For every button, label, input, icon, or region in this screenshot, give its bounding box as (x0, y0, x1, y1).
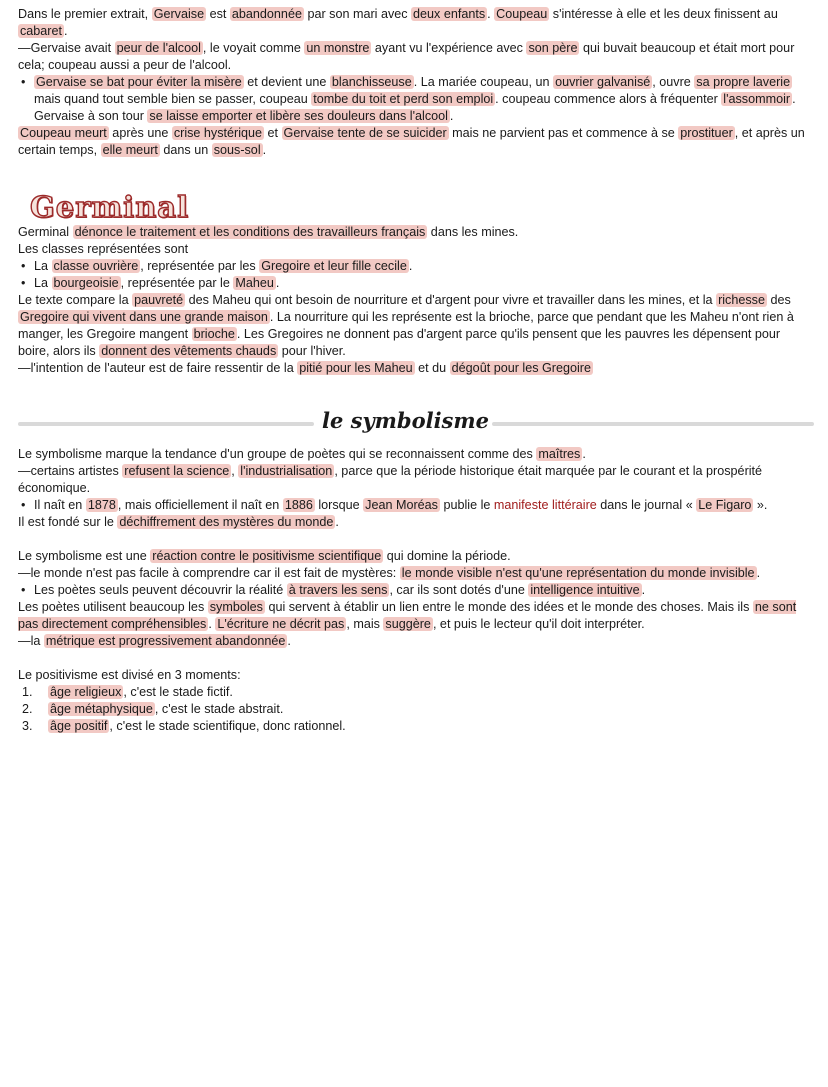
symbolisme-paragraph: Le symbolisme est une réaction contre le positivisme scientifique qui domine la période. (18, 549, 511, 563)
numbered-item: 2. âge métaphysique , c'est le stade abstrait. (22, 702, 284, 716)
bullet-item: • Il naît en 1878 , mais officiellement il naît en 1886 lorsque Jean Moréas publie le manifeste littéraire dans le journal « Le Figaro ». (18, 497, 808, 514)
highlight: Gregoire et leur fille cecile (261, 259, 407, 273)
bullet-item: • Gervaise se bat pour éviter la misère et devient une blanchisseuse . La mariée coupeau, un ouvrier galvanisé , ouvre sa propre laverie mais quand tout semble bien se passer, coupeau tombe du toit et perd son emploi . coupeau commence alors à fréquenter l'assommoir . Gervaise à son tour se laisse emporter et libère ses douleurs dans l'alcool . (18, 74, 808, 125)
highlight: richesse (718, 293, 765, 307)
germinal-paragraph: —l'intention de l'auteur est de faire ressentir de la pitié pour les Maheu et du dégoût pour les Gregoire (18, 361, 591, 375)
highlight: dégoût pour les Gregoire (451, 361, 591, 375)
highlight: Gregoire qui vivent dans une grande maison (20, 310, 268, 324)
highlight: refusent la science (124, 464, 230, 478)
intro-paragraph: Dans le premier extrait, Gervaise est abandonnée par son mari avec deux enfants . Coupeau s'intéresse à elle et les deux finissent au cabaret . (18, 7, 778, 38)
item-number: 1. (22, 685, 33, 699)
highlight: brioche (193, 327, 235, 341)
intro-paragraph: Coupeau meurt après une crise hystérique et Gervaise tente de se suicider mais ne parvient pas et commence à se prostituer , et après un certain temps, elle meurt dans un sous-sol . (18, 126, 805, 157)
highlight: intelligence intuitive (530, 583, 640, 597)
highlight: 1878 (87, 498, 116, 512)
germinal-section (18, 224, 808, 377)
highlight: sous-sol (213, 143, 261, 157)
highlight: 1886 (284, 498, 313, 512)
bullet-item: • Les poètes seuls peuvent découvrir la réalité à travers les sens , car ils sont dotés d'une intelligence intuitive . (18, 582, 808, 599)
germinal-paragraph: Les classes représentées sont (18, 242, 189, 256)
highlight: ouvrier galvanisé (555, 75, 651, 89)
symbolisme-paragraph: Il est fondé sur le déchiffrement des mystères du monde . (18, 515, 339, 529)
highlight: Gervaise tente de se suicider (283, 126, 447, 140)
divider-left (18, 422, 314, 426)
highlight: déchiffrement des mystères du monde (119, 515, 334, 529)
highlight: crise hystérique (173, 126, 263, 140)
highlight: elle meurt (102, 143, 158, 157)
symbolisme-paragraph: Le symbolisme marque la tendance d'un groupe de poètes qui se reconnaissent comme des maîtres . (18, 447, 586, 461)
highlight: tombe du toit et perd son emploi (313, 92, 494, 106)
highlight: l'assommoir (723, 92, 791, 106)
germinal-title: Germinal (30, 190, 190, 224)
bullet-item: • La classe ouvrière , représentée par les Gregoire et leur fille cecile . (18, 258, 808, 275)
highlight: sa propre laverie (696, 75, 791, 89)
highlight: à travers les sens (288, 583, 388, 597)
symbolisme-paragraph: —certains artistes refusent la science , l'industrialisation , parce que la période historique était marquée par le courant et la prospérité économique. (18, 464, 763, 495)
highlight: bourgeoisie (53, 276, 119, 290)
red-text: manifeste littéraire (493, 498, 597, 512)
intro-section (18, 6, 808, 159)
symbolisme-section (18, 446, 808, 735)
symbolisme-paragraph: Les poètes utilisent beaucoup les symboles qui servent à établir un lien entre le monde des idées et le monde des choses. Mais ils ne sont pas directement compréhensibles . L'écriture ne décrit pas , mais suggère , et puis le lecteur qu'il doit interpréter. (18, 600, 797, 631)
highlight: classe ouvrière (53, 259, 139, 273)
intro-paragraph: —Gervaise avait peur de l'alcool , le voyait comme un monstre ayant vu l'expérience avec son père qui buvait beaucoup et était mort pour cela; coupeau aussi a peur de l'alcool. (18, 41, 795, 72)
highlight: son père (528, 41, 578, 55)
highlight: prostituer (680, 126, 733, 140)
symbolisme-paragraph: Le positivisme est divisé en 3 moments: (18, 668, 241, 682)
symbolisme-paragraph: —le monde n'est pas facile à comprendre car il est fait de mystères: le monde visible n'est qu'une représentation du monde invisible . (18, 566, 761, 580)
item-number: 2. (22, 702, 33, 716)
germinal-paragraph: Le texte compare la pauvreté des Maheu qui ont besoin de nourriture et d'argent pour vivre et travailler dans les mines, et la richesse des Gregoire qui vivent dans une grande maison . La nourriture qui les représente est la brioche, parce que pendant que les Maheu n'ont rien à manger, les Gregoire mangent brioche . Les Gregoires ne donnent pas d'argent parce qu'ils pensent que les pauvres les dépensent pour boire, alors ils donnent des vêtements chauds pour l'hiver. (18, 293, 794, 358)
highlight: réaction contre le positivisme scientifique (152, 549, 382, 563)
highlight: le monde visible n'est qu'une représentation du monde invisible (401, 566, 755, 580)
divider-right (492, 422, 814, 426)
highlight: âge métaphysique (50, 702, 153, 716)
highlight: peur de l'alcool (116, 41, 201, 55)
highlight: Coupeau meurt (20, 126, 107, 140)
highlight: Gervaise se bat pour éviter la misère (36, 75, 242, 89)
highlight: Gervaise (153, 7, 205, 21)
highlight: métrique est progressivement abandonnée (45, 634, 286, 648)
highlight: Jean Moréas (365, 498, 438, 512)
highlight: ne sont pas directement compréhensibles (18, 600, 797, 631)
bullet-item: • La bourgeoisie , représentée par le Maheu . (18, 275, 808, 292)
highlight: L'écriture ne décrit pas (217, 617, 345, 631)
highlight: un monstre (306, 41, 370, 55)
numbered-item: 1. âge religieux , c'est le stade fictif. (22, 685, 233, 699)
symbolisme-heading-row (18, 408, 814, 438)
highlight: maîtres (538, 447, 581, 461)
highlight: dénonce le traitement et les conditions des travailleurs français (74, 225, 426, 239)
highlight: se laisse emporter et libère ses douleurs dans l'alcool (149, 109, 448, 123)
numbered-item: 3. âge positif , c'est le stade scientifique, donc rationnel. (22, 719, 346, 733)
symbolisme-title: le symbolisme (322, 408, 489, 433)
highlight: blanchisseuse (331, 75, 412, 89)
highlight: abandonnée (231, 7, 302, 21)
highlight: âge religieux (50, 685, 122, 699)
highlight: deux enfants (413, 7, 486, 21)
symbolisme-paragraph: —la métrique est progressivement abandonnée . (18, 634, 291, 648)
highlight: suggère (385, 617, 431, 631)
highlight: Coupeau (496, 7, 548, 21)
highlight: Le Figaro (698, 498, 752, 512)
highlight: donnent des vêtements chauds (101, 344, 277, 358)
germinal-paragraph: Germinal dénonce le traitement et les conditions des travailleurs français dans les mines. (18, 225, 519, 239)
highlight: pitié pour les Maheu (299, 361, 413, 375)
item-number: 3. (22, 719, 33, 733)
highlight: symboles (209, 600, 263, 614)
highlight: cabaret (20, 24, 63, 38)
highlight: pauvreté (134, 293, 184, 307)
highlight: âge positif (50, 719, 108, 733)
highlight: l'industrialisation (240, 464, 333, 478)
highlight: Maheu (235, 276, 274, 290)
